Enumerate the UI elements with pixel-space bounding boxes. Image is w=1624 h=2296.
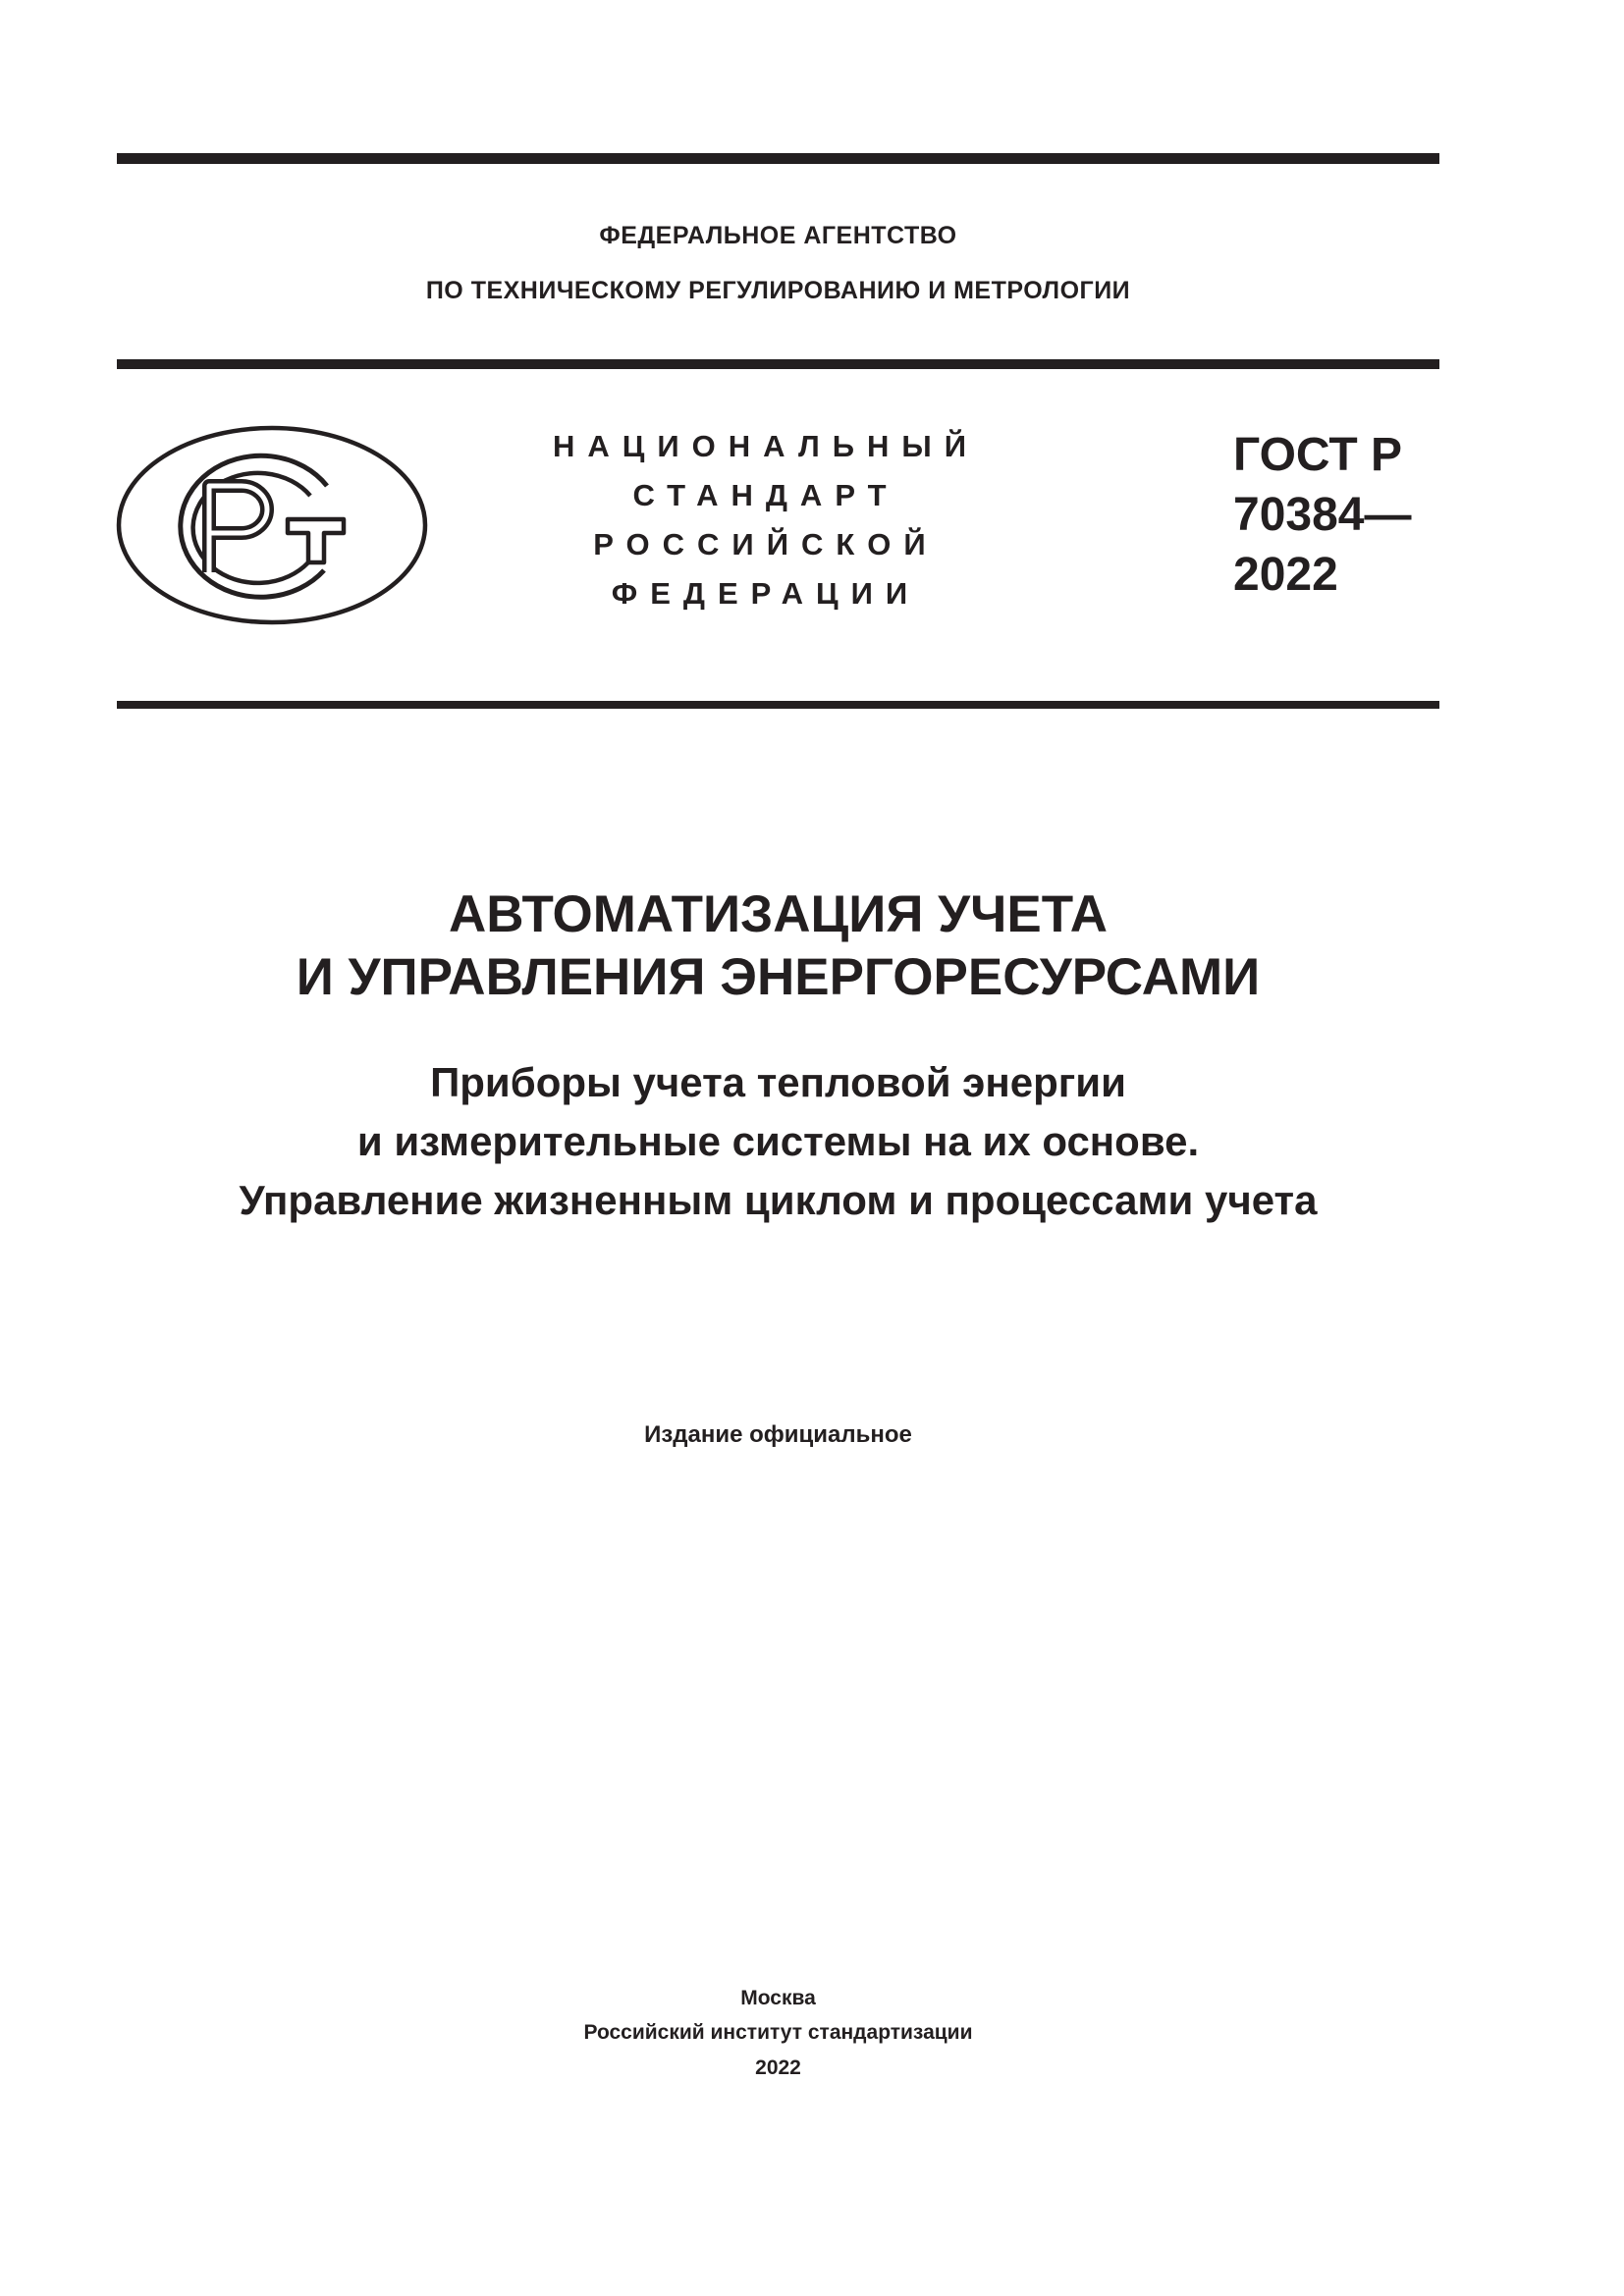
agency-name-line1: ФЕДЕРАЛЬНОЕ АГЕНТСТВО (599, 222, 957, 249)
document-subtitle-line1: Приборы учета тепловой энергии (430, 1059, 1126, 1105)
agency-name-line2: ПО ТЕХНИЧЕСКОМУ РЕГУЛИРОВАНИЮ И МЕТРОЛОГИИ (425, 277, 1131, 304)
standard-designation (1233, 425, 1411, 605)
document-title-line2: И УПРАВЛЕНИЯ ЭНЕРГОРЕСУРСАМИ (296, 948, 1261, 1006)
national-standard-line1: НАЦИОНАЛЬНЫЙ (552, 429, 980, 463)
header-divider (117, 359, 1439, 369)
section-divider (117, 701, 1439, 709)
national-standard-line3: РОССИЙСКОЙ (593, 527, 939, 561)
designation-line3: 2022 (1233, 549, 1338, 601)
document-title-line1: АВТОМАТИЗАЦИЯ УЧЕТА (448, 885, 1109, 943)
edition-note: Издание официальное (644, 1421, 912, 1448)
national-standard-line2: СТАНДАРТ (632, 478, 899, 512)
document-subtitle-line3: Управление жизненным циклом и процессами учета (239, 1177, 1318, 1223)
document-subtitle-line2: и измерительные системы на их основе. (356, 1118, 1200, 1164)
national-standard-line4: ФЕДЕРАЦИИ (611, 576, 921, 611)
imprint-publisher: Российский институт стандартизации (583, 2021, 973, 2044)
imprint-city: Москва (740, 1987, 816, 2009)
imprint-year: 2022 (755, 2056, 801, 2079)
top-divider (117, 153, 1439, 164)
designation-line1: ГОСТ Р (1233, 429, 1403, 481)
designation-line2: 70384— (1233, 489, 1412, 541)
rst-logo-icon (116, 425, 428, 625)
